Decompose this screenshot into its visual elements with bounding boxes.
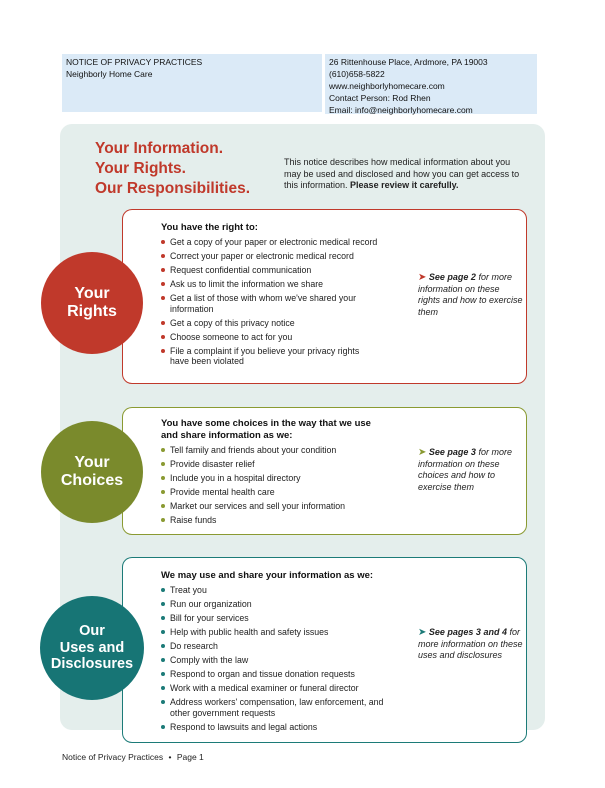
bullet — [161, 448, 165, 452]
list-item: Do research — [161, 641, 406, 652]
bullet — [161, 490, 165, 494]
header-contact-person: Contact Person: Rod Rhen — [329, 93, 431, 103]
list-item: Treat you — [161, 585, 406, 596]
uses-see-page — [418, 627, 523, 662]
bullet — [161, 476, 165, 480]
bullet — [161, 658, 165, 662]
rights-see-page — [418, 272, 523, 318]
uses-heading: We may use and share your information as we: — [161, 570, 374, 581]
bullet — [161, 630, 165, 634]
bullet — [161, 588, 165, 592]
arrow-right-icon: ➤ — [418, 447, 427, 458]
choices-see-page — [418, 447, 523, 493]
list-item: File a complaint if you believe your privacy rights have been violated — [161, 346, 406, 368]
choices-heading: You have some choices in the way that we use and share information as we: — [161, 418, 371, 441]
bullet — [161, 504, 165, 508]
list-item: Request confidential communication — [161, 265, 406, 276]
list-item: Help with public health and safety issues — [161, 627, 406, 638]
list-item: Provide disaster relief — [161, 459, 406, 470]
header-practice-name — [62, 54, 322, 112]
list-item: Get a copy of your paper or electronic medical record — [161, 237, 406, 248]
arrow-right-icon: ➤ — [418, 627, 427, 638]
see-page-link: See page 3 — [428, 447, 476, 457]
list-item: Respond to organ and tissue donation requests — [161, 669, 406, 680]
bullet — [161, 686, 165, 690]
bullet — [161, 349, 165, 353]
list-item: Provide mental health care — [161, 487, 406, 498]
bullet — [161, 644, 165, 648]
bullet — [161, 518, 165, 522]
bullet — [161, 335, 165, 339]
see-page-text: for more information on these uses and disclosures — [418, 627, 523, 661]
intro-body: This notice describes how medical information about you may be used and disclosed and how you can get access to this information. — [284, 157, 520, 190]
bullet — [161, 616, 165, 620]
see-page-text: for more information on these rights and how to exercise them — [418, 272, 523, 317]
see-page-text: for more information on these choices and how to exercise them — [418, 447, 512, 492]
page-footer — [62, 752, 204, 762]
bullet — [161, 672, 165, 676]
header-company-name: Neighborly Home Care — [66, 69, 153, 79]
list-item: Market our services and sell your information — [161, 501, 406, 512]
list-item: Address workers' compensation, law enforcement, and other government requests — [161, 697, 406, 719]
intro-emphasis: Please review it carefully. — [350, 180, 459, 190]
choices-circle-badge: Your Choices — [41, 421, 143, 523]
list-item: Ask us to limit the information we share — [161, 279, 406, 290]
uses-card — [122, 557, 527, 743]
arrow-right-icon: ➤ — [418, 272, 427, 283]
list-item: Include you in a hospital directory — [161, 473, 406, 484]
rights-circle-badge: Your Rights — [41, 252, 143, 354]
choices-card — [122, 407, 527, 535]
bullet — [161, 700, 165, 704]
bullet — [161, 602, 165, 606]
list-item: Work with a medical examiner or funeral director — [161, 683, 406, 694]
footer-page-number: Page 1 — [176, 752, 204, 762]
header-notice-title: NOTICE OF PRIVACY PRACTICES — [66, 57, 203, 67]
bullet — [161, 268, 165, 272]
bullet — [161, 725, 165, 729]
list-item: Raise funds — [161, 515, 406, 526]
rights-list — [161, 237, 406, 370]
bullet — [161, 462, 165, 466]
intro-text — [284, 157, 529, 192]
list-item: Get a list of those with whom we've shared your information — [161, 293, 406, 315]
list-item: Get a copy of this privacy notice — [161, 318, 406, 329]
see-page-link: See page 2 — [428, 272, 476, 282]
bullet — [161, 254, 165, 258]
uses-circle-badge: Our Uses and Disclosures — [40, 596, 144, 700]
see-page-link: See pages 3 and 4 — [428, 627, 507, 637]
rights-heading: You have the right to: — [161, 222, 258, 233]
list-item: Correct your paper or electronic medical record — [161, 251, 406, 262]
bullet — [161, 296, 165, 300]
list-item: Bill for your services — [161, 613, 406, 624]
footer-title: Notice of Privacy Practices — [62, 752, 164, 762]
bullet — [161, 240, 165, 244]
bullet — [161, 321, 165, 325]
header-phone: (610)658-5822 — [329, 69, 385, 79]
choices-list — [161, 445, 406, 529]
header-email: Email: info@neighborlyhomecare.com — [329, 105, 473, 115]
list-item: Comply with the law — [161, 655, 406, 666]
header-website: www.neighborlyhomecare.com — [329, 81, 445, 91]
footer-separator: • — [168, 752, 172, 762]
list-item: Respond to lawsuits and legal actions — [161, 722, 406, 733]
bullet — [161, 282, 165, 286]
rights-card — [122, 209, 527, 384]
title-line: Your Information. — [95, 140, 224, 157]
header-address: 26 Rittenhouse Place, Ardmore, PA 19003 — [329, 57, 488, 67]
title-line: Your Rights. — [95, 160, 186, 177]
uses-list — [161, 585, 406, 736]
title-line: Our Responsibilities. — [95, 180, 251, 197]
list-item: Run our organization — [161, 599, 406, 610]
list-item: Tell family and friends about your condition — [161, 445, 406, 456]
header-contact-info — [325, 54, 537, 114]
page-title — [95, 139, 250, 199]
list-item: Choose someone to act for you — [161, 332, 406, 343]
